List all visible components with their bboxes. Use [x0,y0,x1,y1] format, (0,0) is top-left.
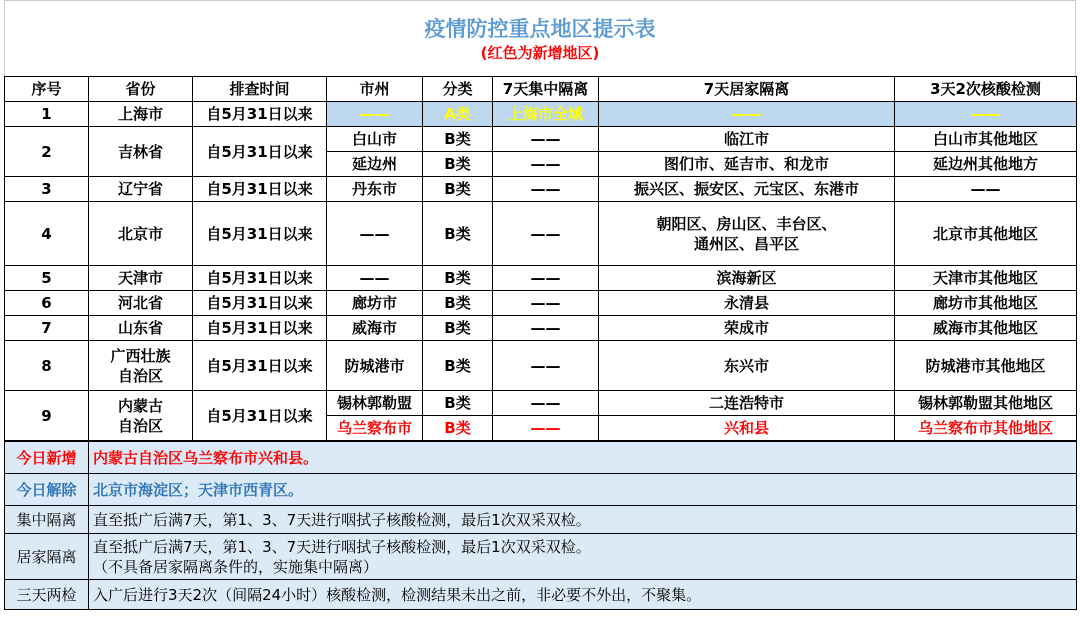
cell-category: A类 [423,102,493,127]
cell-category: B类 [423,202,493,266]
cell-no: 3 [5,177,89,202]
table-row [5,391,1077,416]
cell-central: —— [493,341,599,391]
cell-home: 荣成市 [599,316,895,341]
cell-province: 上海市 [89,102,193,127]
note-row [5,534,1077,580]
cell-province: 北京市 [89,202,193,266]
cell-home [599,202,895,266]
cell-central: —— [493,316,599,341]
header-time: 排查时间 [193,77,327,102]
cell-test: 威海市其他地区 [895,316,1077,341]
cell-home: 振兴区、振安区、元宝区、东港市 [599,177,895,202]
page-subtitle: (红色为新增地区) [480,44,600,62]
cell-central: —— [493,391,599,416]
header-category: 分类 [423,77,493,102]
table-header-row [5,77,1077,102]
notes-table [4,441,1077,610]
note-label-new: 今日新增 [5,442,89,474]
cell-central: —— [493,416,599,441]
cell-no: 8 [5,341,89,391]
cell-home: 二连浩特市 [599,391,895,416]
header-home: 7天居家隔离 [599,77,895,102]
cell-province-line1: 内蒙古 [117,396,163,415]
cell-home: 图们市、延吉市、和龙市 [599,152,895,177]
table-row [5,316,1077,341]
cell-city: 白山市 [327,127,423,152]
cell-central: —— [493,127,599,152]
cell-city: 乌兰察布市 [327,416,423,441]
note-label-three: 三天两检 [5,580,89,610]
cell-category: B类 [423,266,493,291]
header-test: 3天2次核酸检测 [895,77,1077,102]
cell-home: 东兴市 [599,341,895,391]
header-no: 序号 [5,77,89,102]
cell-city: —— [327,266,423,291]
cell-test: —— [895,102,1077,127]
note-text-home-line1: 直至抵广后满7天，第1、3、7天进行咽拭子核酸检测，最后1次双采双检。 [93,537,591,556]
cell-no: 1 [5,102,89,127]
cell-time: 自5月31日以来 [193,291,327,316]
cell-home: 永清县 [599,291,895,316]
table-row [5,341,1077,391]
cell-province-line1: 广西壮族 [110,346,171,365]
cell-home-line2: 通州区、昌平区 [693,234,799,253]
cell-category: B类 [423,127,493,152]
note-text-lift: 北京市海淀区；天津市西青区。 [89,474,1077,506]
cell-test: 锡林郭勒盟其他地区 [895,391,1077,416]
header-central: 7天集中隔离 [493,77,599,102]
cell-city: 廊坊市 [327,291,423,316]
note-row [5,506,1077,534]
table-row [5,291,1077,316]
cell-central: —— [493,266,599,291]
cell-province-line2: 自治区 [117,366,163,385]
cell-test: 延边州其他地方 [895,152,1077,177]
header-province: 省份 [89,77,193,102]
cell-time: 自5月31日以来 [193,266,327,291]
cell-province: 辽宁省 [89,177,193,202]
note-label-central: 集中隔离 [5,506,89,534]
note-text-home-line2: （不具备居家隔离条件的，实施集中隔离） [93,557,379,576]
cell-province [89,391,193,441]
table-row [5,266,1077,291]
cell-city: —— [327,202,423,266]
cell-test: 廊坊市其他地区 [895,291,1077,316]
cell-category: B类 [423,291,493,316]
title-area [4,0,1076,76]
cell-test: 防城港市其他地区 [895,341,1077,391]
cell-city: 丹东市 [327,177,423,202]
cell-home: 临江市 [599,127,895,152]
cell-no: 6 [5,291,89,316]
cell-city: —— [327,102,423,127]
cell-time: 自5月31日以来 [193,341,327,391]
cell-province-line2: 自治区 [117,416,163,435]
cell-test: 乌兰察布市其他地区 [895,416,1077,441]
cell-city: 防城港市 [327,341,423,391]
cell-home-line1: 朝阳区、房山区、丰台区、 [656,214,837,233]
cell-test: —— [895,177,1077,202]
note-row [5,580,1077,610]
note-text-home [89,534,1077,580]
regions-table [4,76,1077,441]
note-label-home: 居家隔离 [5,534,89,580]
header-city: 市州 [327,77,423,102]
cell-category: B类 [423,391,493,416]
cell-category: B类 [423,416,493,441]
cell-category: B类 [423,177,493,202]
cell-central: —— [493,177,599,202]
cell-home: 滨海新区 [599,266,895,291]
note-label-lift: 今日解除 [5,474,89,506]
cell-time: 自5月31日以来 [193,391,327,441]
cell-central: —— [493,202,599,266]
cell-province: 天津市 [89,266,193,291]
note-text-central: 直至抵广后满7天，第1、3、7天进行咽拭子核酸检测，最后1次双采双检。 [89,506,1077,534]
cell-category: B类 [423,316,493,341]
cell-no: 7 [5,316,89,341]
cell-home: —— [599,102,895,127]
cell-province: 河北省 [89,291,193,316]
cell-test: 北京市其他地区 [895,202,1077,266]
cell-city: 锡林郭勒盟 [327,391,423,416]
table-row [5,102,1077,127]
cell-no: 4 [5,202,89,266]
note-text-three: 入广后进行3天2次（间隔24小时）核酸检测，检测结果未出之前，非必要不外出，不聚集。 [89,580,1077,610]
cell-city: 延边州 [327,152,423,177]
cell-time: 自5月31日以来 [193,316,327,341]
cell-central: —— [493,152,599,177]
note-row [5,442,1077,474]
cell-category: B类 [423,341,493,391]
cell-city: 威海市 [327,316,423,341]
table-row [5,202,1077,266]
cell-province [89,341,193,391]
cell-time: 自5月31日以来 [193,102,327,127]
cell-home: 兴和县 [599,416,895,441]
cell-no: 5 [5,266,89,291]
cell-test: 天津市其他地区 [895,266,1077,291]
cell-no: 2 [5,127,89,177]
cell-province: 吉林省 [89,127,193,177]
table-row [5,127,1077,152]
cell-no: 9 [5,391,89,441]
table-row [5,177,1077,202]
note-text-new: 内蒙古自治区乌兰察布市兴和县。 [89,442,1077,474]
cell-province: 山东省 [89,316,193,341]
cell-category: B类 [423,152,493,177]
report-sheet [4,0,1076,610]
cell-central: 上海市全域 [493,102,599,127]
cell-central: —— [493,291,599,316]
cell-time: 自5月31日以来 [193,127,327,177]
cell-time: 自5月31日以来 [193,202,327,266]
note-row [5,474,1077,506]
cell-test: 白山市其他地区 [895,127,1077,152]
cell-time: 自5月31日以来 [193,177,327,202]
page-title: 疫情防控重点地区提示表 [424,17,656,41]
